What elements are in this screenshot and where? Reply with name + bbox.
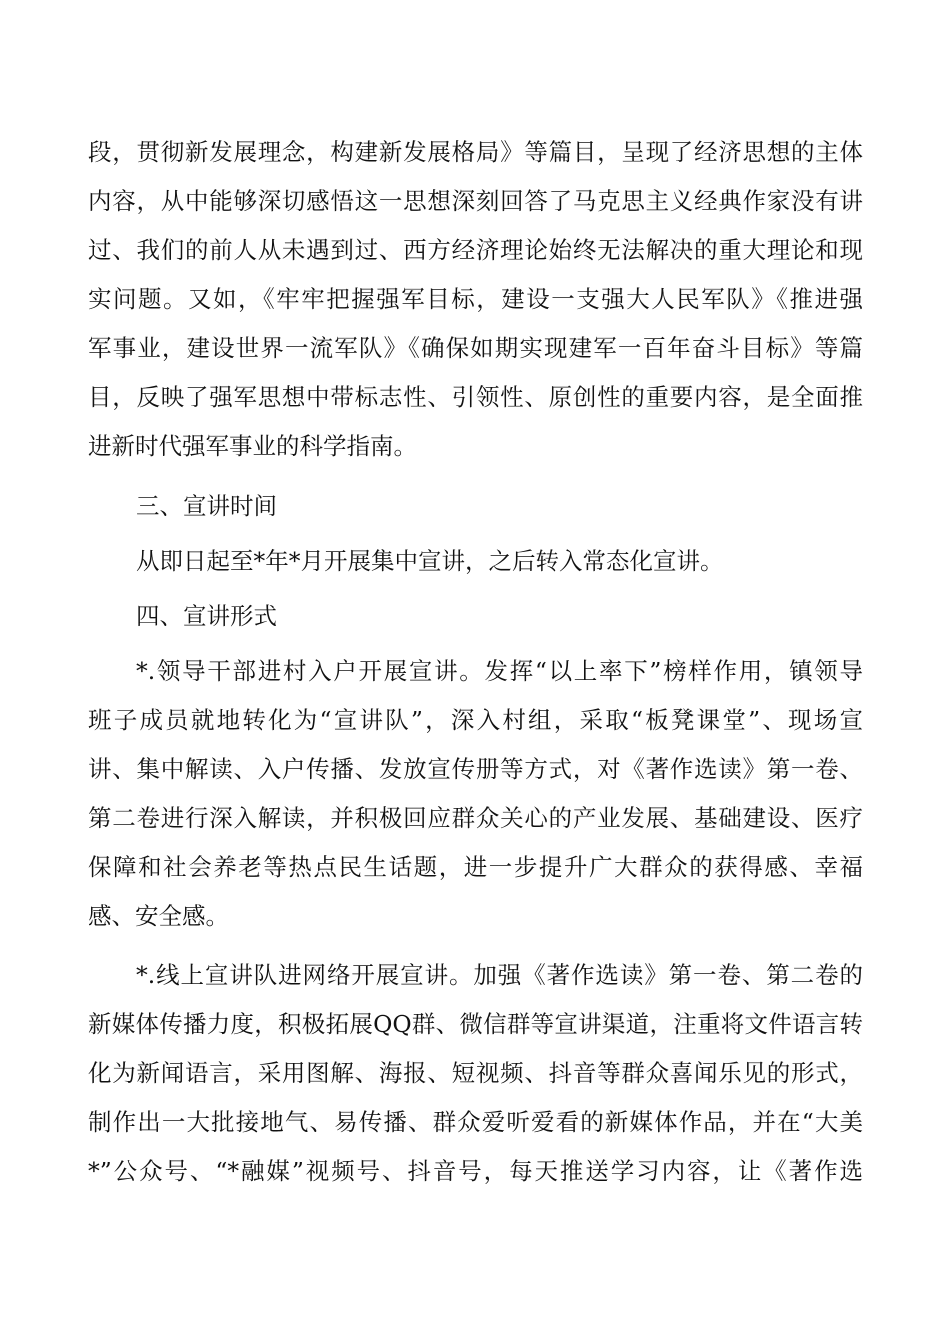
body-text-line: 段，贯彻新发展理念，构建新发展格局》等篇目，呈现了经济思想的主体: [88, 138, 863, 166]
body-text-line: 化为新闻语言，采用图解、海报、短视频、抖音等群众喜闻乐见的形式，: [88, 1059, 863, 1087]
body-text-line: 讲、集中解读、入户传播、发放宣传册等方式，对《著作选读》第一卷、: [88, 755, 863, 783]
body-text-line: 从即日起至*年*月开展集中宣讲，之后转入常态化宣讲。: [136, 547, 724, 575]
body-text-line: 班子成员就地转化为“宣讲队”，深入村组，采取“板凳课堂”、现场宣: [88, 706, 863, 734]
body-text-line: 新媒体传播力度，积极拓展QQ群、微信群等宣讲渠道，注重将文件语言转: [88, 1010, 863, 1038]
body-text-line: 第二卷进行深入解读，并积极回应群众关心的产业发展、基础建设、医疗: [88, 804, 863, 832]
body-text-line: 制作出一大批接地气、易传播、群众爱听爱看的新媒体作品，并在“大美: [88, 1108, 863, 1136]
section-heading: 四、宣讲形式: [136, 602, 277, 630]
body-text-line: 实问题。又如，《牢牢把握强军目标，建设一支强大人民军队》《推进强: [88, 285, 863, 313]
body-text-line: *.线上宣讲队进网络开展宣讲。加强《著作选读》第一卷、第二卷的: [136, 961, 863, 989]
body-text-line: 保障和社会养老等热点民生话题，进一步提升广大群众的获得感、幸福: [88, 853, 863, 881]
body-text-line: *.领导干部进村入户开展宣讲。发挥“以上率下”榜样作用，镇领导: [136, 657, 863, 685]
body-text-line: 内容，从中能够深切感悟这一思想深刻回答了马克思主义经典作家没有讲: [88, 187, 863, 215]
body-text-line: 军事业，建设世界一流军队》《确保如期实现建军一百年奋斗目标》等篇: [88, 334, 863, 362]
body-text-line: 过、我们的前人从未遇到过、西方经济理论始终无法解决的重大理论和现: [88, 236, 863, 264]
body-text-line: 感、安全感。: [88, 902, 229, 930]
body-text-line: 进新时代强军事业的科学指南。: [88, 432, 417, 460]
section-heading: 三、宣讲时间: [136, 492, 277, 520]
body-text-line: *”公众号、“*融媒”视频号、抖音号，每天推送学习内容，让《著作选: [88, 1157, 863, 1185]
body-text-line: 目，反映了强军思想中带标志性、引领性、原创性的重要内容，是全面推: [88, 383, 863, 411]
